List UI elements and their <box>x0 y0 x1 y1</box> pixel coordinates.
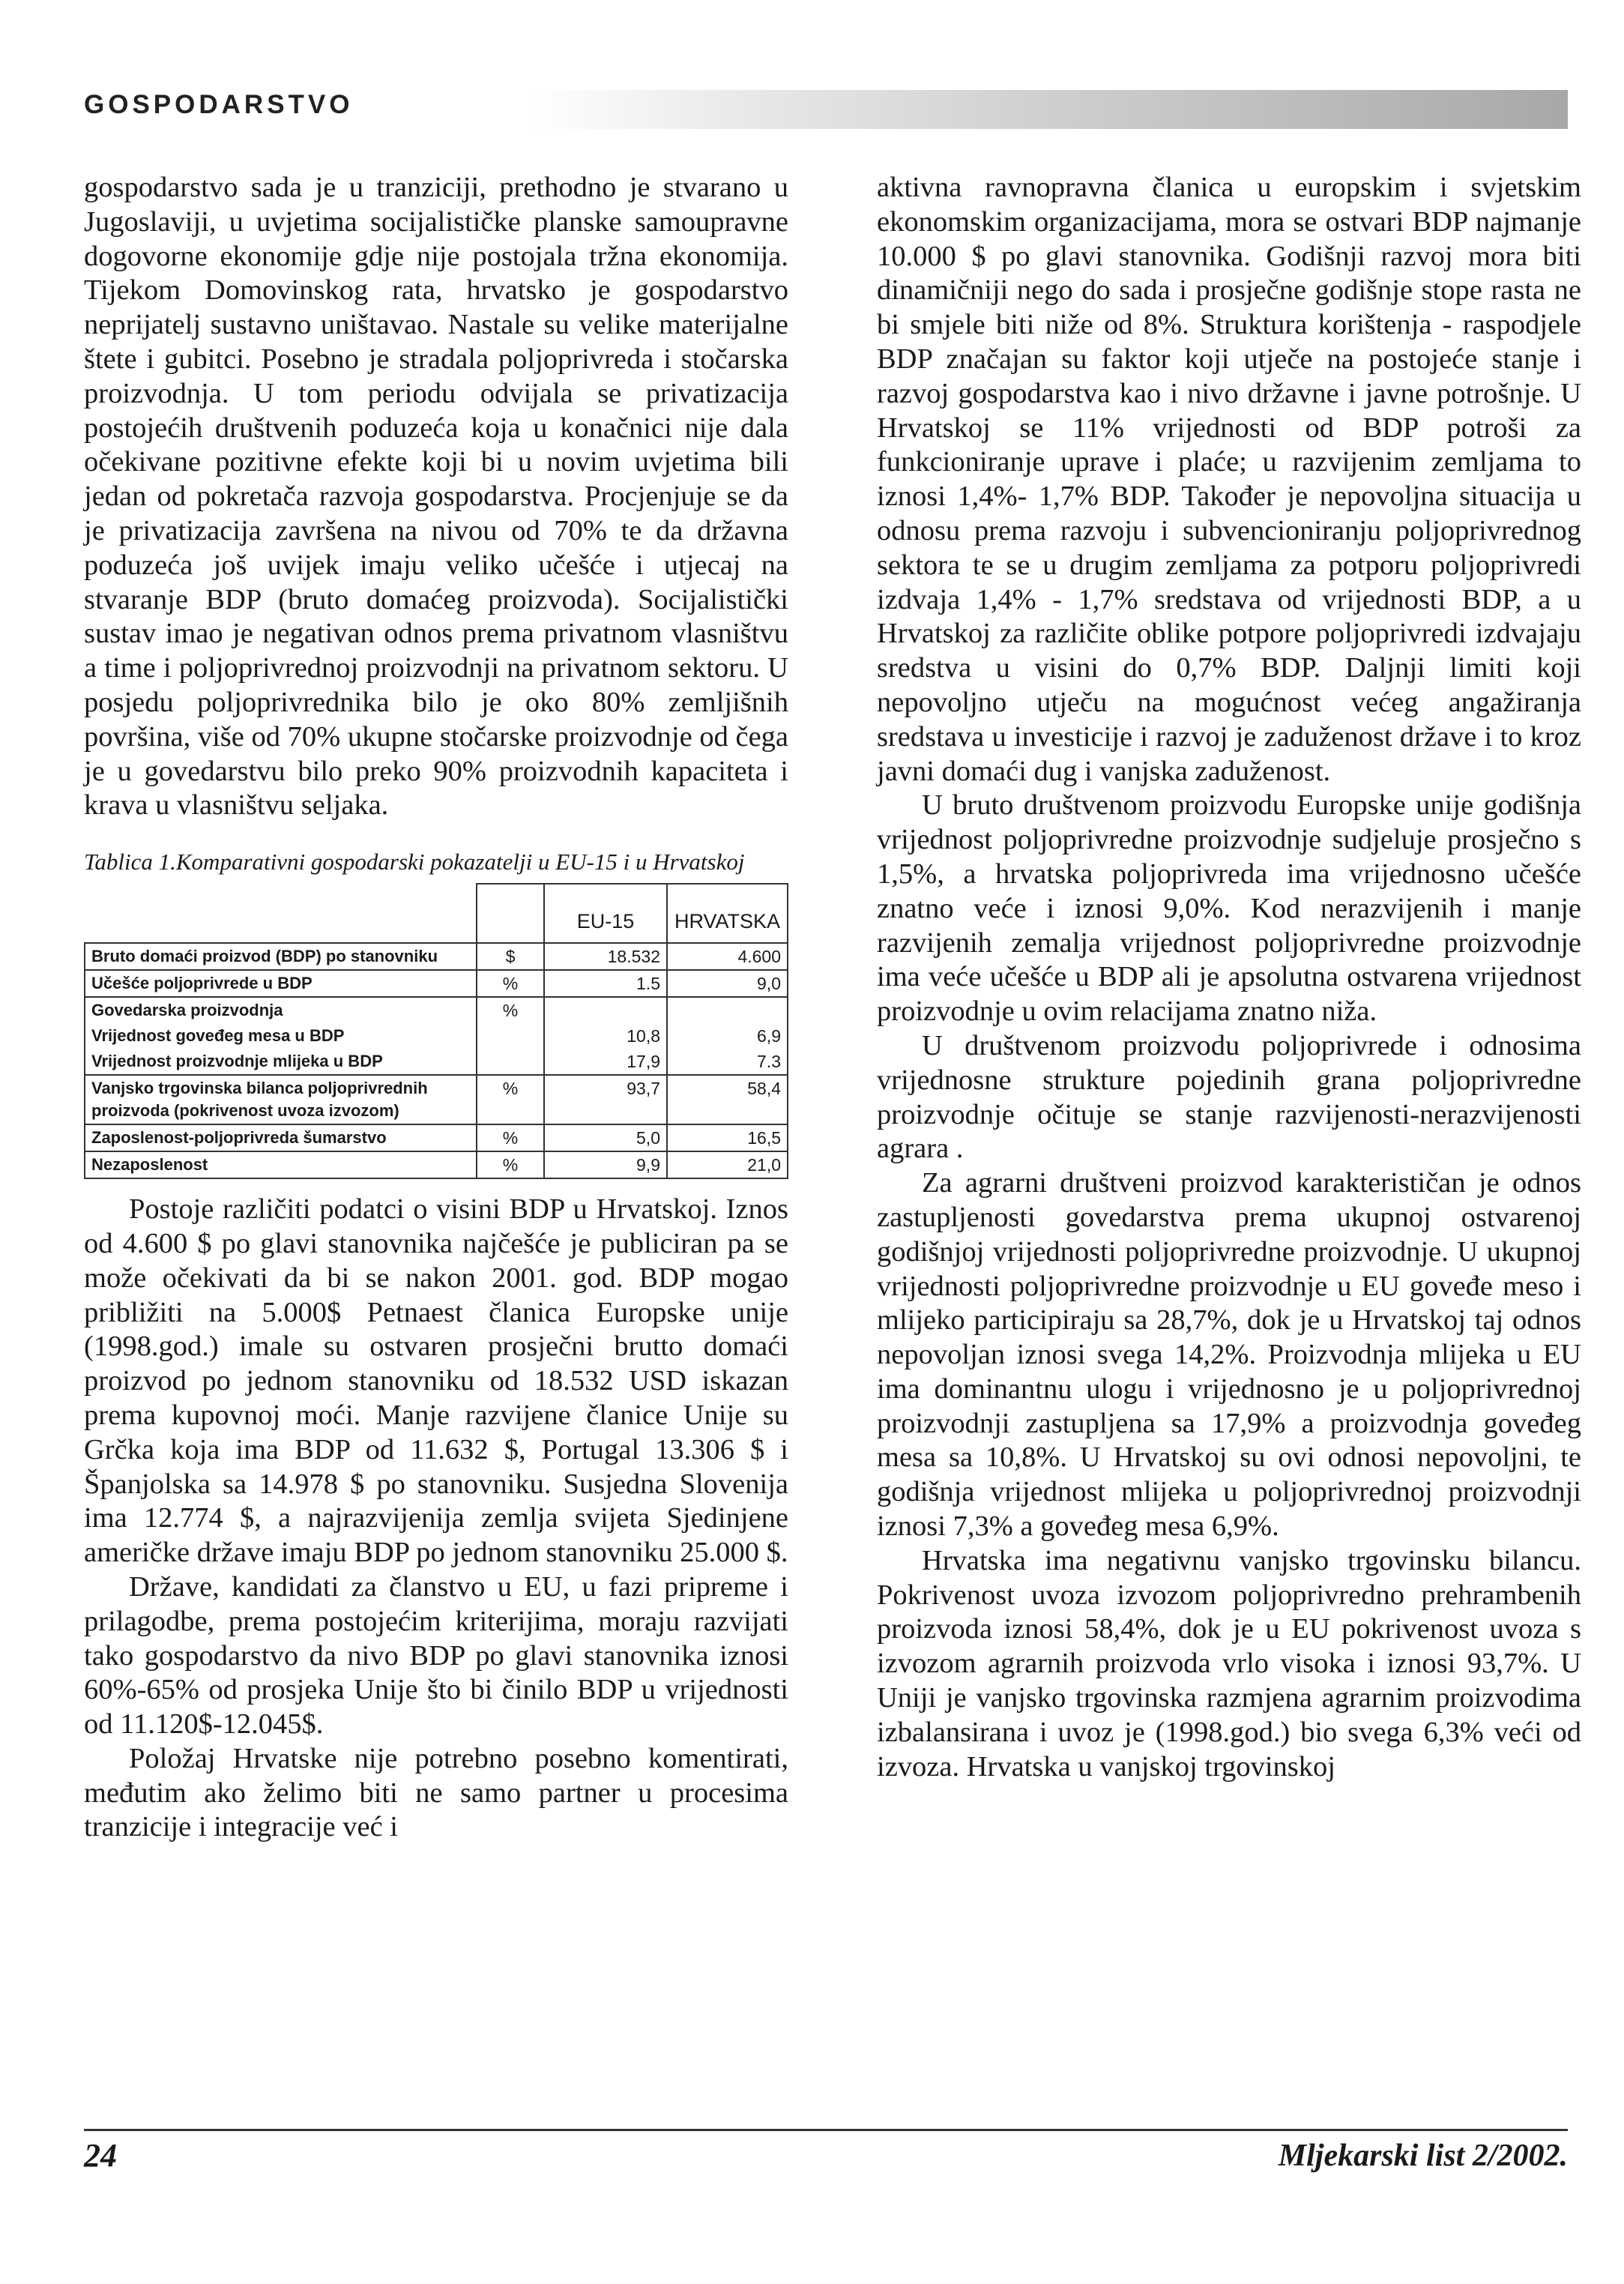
table-cell-unit: % <box>477 970 544 997</box>
table-cell-unit: % <box>477 1151 544 1178</box>
paragraph: Postoje različiti podatci o visini BDP u Hrvatskoj. Iznos od 4.600 $ po glavi stanovnika najčešće je publiciran pa se može očekivati da bi se nakon 2001. god. BDP mogao približiti na 5.000$ Petnaest članica Europske unije (1998.god.) imale su ostvaren prosječni brutto domaći proizvod po jednom stanovniku od 18.532 USD iskazan prema kupovnoj moći. Manje razvijene članice Unije su Grčka koja ima BDP od 11.632 $, Portugal 13.306 $ i Španjolska sa 14.978 $ po stanovniku. Susjedna Slovenija ima 12.774 $, a najrazvijenija zemlja svijeta Sjedinjene američke države imaju BDP po jednom stanovniku 25.000 $. <box>84 1193 788 1569</box>
table-cell-eu15: 1.5 <box>544 970 667 997</box>
table-cell-eu15: 10,8 <box>544 1023 667 1049</box>
paragraph: gospodarstvo sada je u tranziciji, prethodno je stvarano u Jugoslaviji, u uvjetima socijalističke planske samoupravne dogovorne ekonomije gdje nije postojala tržna ekonomija. Tijekom Domovinskog rata, hrvatsko je gospodarstvo neprijatelj sustavno uništavao. Nastale su velike materijalne štete i gubitci. Posebno je stradala poljoprivreda i stočarska proizvodnja. U tom periodu odvijala se privatizacija postojećih društvenih poduzeća koja u konačnici nije dala očekivane pozitivne efekte koji bi u novim uvjetima bili jedan od pokretača razvoja gospodarstva. Procjenjuje se da je privatizacija završena na nivou od 70% te da državna poduzeća još uvijek imaju veliko učešće i utjecaj na stvaranje BDP (bruto domaćeg proizvoda). Socijalistički sustav imao je negativan odnos prema privatnom vlasništvu a time i poljoprivrednoj proizvodnji na privatnom sektoru. U posjedu poljoprivrednika bilo je oko 80% zemljišnih površina, više od 70% ukupne stočarske proizvodnje od čega je u govedarstvu bilo preko 90% proizvodnih kapaciteta i krava u vlasništvu seljaka. <box>84 172 788 822</box>
table-row <box>85 970 788 997</box>
table-cell-indicator: Govedarska proizvodnja <box>85 997 477 1023</box>
table-row <box>85 997 788 1023</box>
section-title: GOSPODARSTVO <box>84 90 354 119</box>
table-cell-eu15: 93,7 <box>544 1075 667 1124</box>
journal-title: Mljekarski list 2/2002. <box>1278 2139 1568 2173</box>
table-cell-indicator: Učešće poljoprivrede u BDP <box>85 970 477 997</box>
table-cell-croatia: 7.3 <box>667 1049 788 1075</box>
table-cell-indicator: Vrijednost proizvodnje mlijeka u BDP <box>85 1049 477 1075</box>
footer-rule <box>84 2129 1568 2131</box>
table-header-eu15: EU-15 <box>544 884 667 943</box>
paragraph: aktivna ravnopravna članica u europskim i svjetskim ekonomskim organizacijama, mora se ostvari BDP najmanje 10.000 $ po glavi stanovnika. Godišnji razvoj mora biti dinamičniji nego do sada i prosječne godišnje stope rasta ne bi smjele biti niže od 8%. Struktura korištenja - raspodjele BDP značajan su faktor koji utječe na postojeće stanje i razvoj gospodarstva kao i nivo državne i javne potrošnje. U Hrvatskoj se 11% vrijednosti od BDP potroši za funkcioniranje uprave i plaće; u razvijenim zemljama to iznosi 1,4%- 1,7% BDP. Također je nepovoljna situacija u odnosu prema razvoju i subvencioniranju poljoprivrednog sektora te se u drugim zemljama za potporu poljoprivredi izdvaja 1,4% - 1,7% sredstava od vrijednosti BDP, a u Hrvatskoj za različite oblike potpore poljoprivredi izdvajaju sredstva u visini do 0,7% BDP. Daljnji limiti koji nepovoljno utječu na mogućnost većeg angažiranja sredstava u investicije i razvoj je zaduženost države i to kroz javni domaći dug i vanjska zaduženost. <box>877 172 1581 787</box>
table-cell-eu15 <box>544 997 667 1023</box>
table-cell-eu15: 17,9 <box>544 1049 667 1075</box>
table-cell-eu15: 18.532 <box>544 943 667 970</box>
table-cell-indicator: Vrijednost goveđeg mesa u BDP <box>85 1023 477 1049</box>
left-column <box>84 171 788 1845</box>
right-column <box>877 171 1581 1784</box>
paragraph: Države, kandidati za članstvo u EU, u fazi pripreme i prilagodbe, prema postojećim kriterijima, moraju razvijati tako gospodarstvo da nivo BDP po glavi stanovnika iznosi 60%-65% od prosjeka Unije što bi činilo BDP u vrijednosti od 11.120$-12.045$. <box>84 1570 788 1741</box>
table-row <box>85 1124 788 1151</box>
table-row <box>85 943 788 970</box>
table-cell-unit: % <box>477 1075 544 1124</box>
table-header-unit <box>477 884 544 943</box>
paragraph: U društvenom proizvodu poljoprivrede i odnosima vrijednosne strukture pojedinih grana poljoprivredne proizvodnje očituje se stanje razvijenosti-nerazvijenosti agrara . <box>877 1029 1581 1165</box>
table-cell-unit <box>477 1049 544 1075</box>
table-cell-croatia: 16,5 <box>667 1124 788 1151</box>
page-number: 24 <box>84 2137 117 2174</box>
comparison-table <box>84 883 788 1179</box>
paragraph: Položaj Hrvatske nije potrebno posebno komentirati, međutim ako želimo biti ne samo partner u procesima tranzicije i integracije već i <box>84 1742 788 1843</box>
table-cell-unit: $ <box>477 943 544 970</box>
table-cell-croatia: 9,0 <box>667 970 788 997</box>
table-cell-eu15: 5,0 <box>544 1124 667 1151</box>
paragraph: Hrvatska ima negativnu vanjsko trgovinsku bilancu. Pokrivenost uvoza izvozom poljoprivredno prehrambenih proizvoda iznosi 58,4%, dok je u EU pokrivenost uvoza s izvozom agrarnih proizvoda vrlo visoka i iznosi 93,7%. U Uniji je vanjsko trgovinska razmjena agrarnim proizvodima izbalansirana i uvoz je (1998.god.) bio svega 6,3% veći od izvoza. Hrvatska u vanjskoj trgovinskoj <box>877 1544 1581 1783</box>
paragraph: U bruto društvenom proizvodu Europske unije godišnja vrijednost poljoprivredne proizvodnje sudjeluje prosječno s 1,5%, a hrvatska poljoprivreda ima vrijednosno učešće znatno veće i iznosi 9,0%. Kod nerazvijenih i manje razvijenih zemalja vrijednost poljoprivredne proizvodnje ima veće učešće u BDP ali je apsolutna ostvarena vrijednost proizvodnje u ovim relacijama znatno niža. <box>877 789 1581 1028</box>
table-cell-indicator: Zaposlenost-poljoprivreda šumarstvo <box>85 1124 477 1151</box>
table-cell-croatia: 4.600 <box>667 943 788 970</box>
table-cell-unit: % <box>477 1124 544 1151</box>
table-cell-indicator: Vanjsko trgovinska bilanca poljoprivrednih proizvoda (pokrivenost uvoza izvozom) <box>85 1075 477 1124</box>
table-caption: Tablica 1.Komparativni gospodarski pokazatelji u EU-15 i u Hrvatskoj <box>84 849 745 876</box>
table-cell-croatia: 6,9 <box>667 1023 788 1049</box>
table-row <box>85 1151 788 1178</box>
table-row <box>85 1023 788 1049</box>
table-cell-indicator: Bruto domaći proizvod (BDP) po stanovniku <box>85 943 477 970</box>
table-cell-indicator: Nezaposlenost <box>85 1151 477 1178</box>
table-row <box>85 1049 788 1075</box>
table-cell-unit <box>477 1023 544 1049</box>
table-cell-croatia: 21,0 <box>667 1151 788 1178</box>
table-header-indicator <box>85 884 477 943</box>
paragraph: Za agrarni društveni proizvod karakterističan je odnos zastupljenosti govedarstva prema ukupnoj ostvarenoj godišnjoj vrijednosti poljoprivredne proizvodnje. U ukupnoj vrijednosti poljoprivredne proizvodnje u EU goveđe meso i mlijeko participiraju sa 28,7%, dok je u Hrvatskoj taj odnos nepovoljan iznosi svega 14,2%. Proizvodnja mlijeka u EU ima dominantnu ulogu i vrijednosno je u poljoprivrednoj proizvodnji zastupljena sa 17,9% a proizvodnja goveđeg mesa sa 10,8%. U Hrvatskoj su ovi odnosi nepovoljni, te godišnja vrijednost mlijeka u poljoprivrednoj proizvodnji iznosi 7,3% a goveđeg mesa 6,9%. <box>877 1167 1581 1543</box>
table-row <box>85 1075 788 1124</box>
table-header-row <box>85 884 788 943</box>
table-cell-eu15: 9,9 <box>544 1151 667 1178</box>
table-cell-croatia <box>667 997 788 1023</box>
table-cell-croatia: 58,4 <box>667 1075 788 1124</box>
table-cell-unit: % <box>477 997 544 1023</box>
table-header-croatia: HRVATSKA <box>667 884 788 943</box>
